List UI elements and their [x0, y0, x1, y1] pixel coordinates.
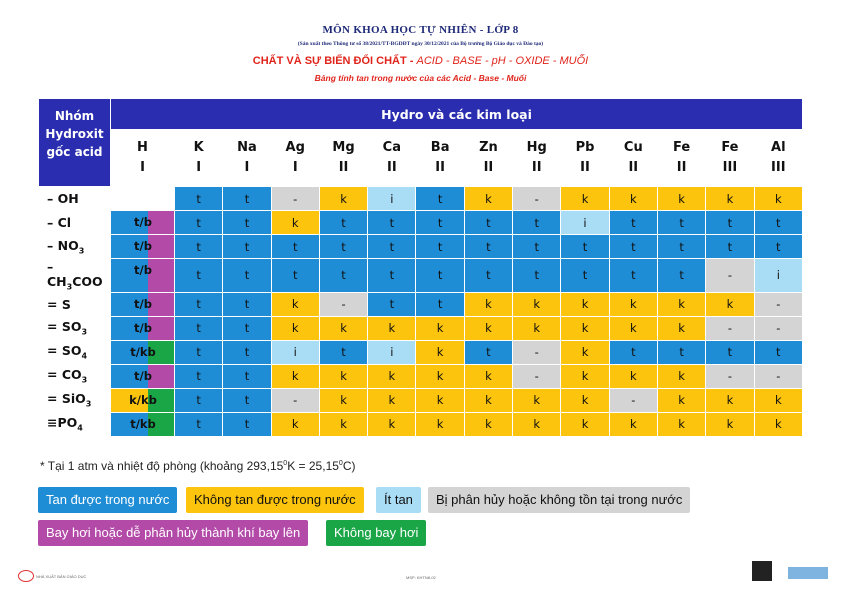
- solubility-cell: -: [706, 259, 754, 293]
- solubility-cell: t: [223, 412, 271, 436]
- radical-subscript: 3: [85, 399, 92, 409]
- solubility-cell: t: [513, 259, 561, 293]
- group-header: Hydro và các kim loại: [111, 99, 803, 130]
- solubility-cell: -: [706, 316, 754, 340]
- radical-prefix: = S: [47, 296, 71, 312]
- legend-slightly-soluble: Ít tan: [376, 487, 421, 513]
- metal-valence: II: [676, 160, 687, 175]
- document-subtitle: (Sản xuất theo Thông tư số 38/2021/TT-BGDĐT ngày 30/12/2021 của Bộ trưởng Bộ Giáo dục và Đào tạo): [297, 41, 544, 47]
- solubility-cell: t: [416, 235, 464, 259]
- metal-symbol: Ba: [430, 140, 450, 155]
- solubility-table: [38, 98, 803, 437]
- metal-valence: I: [140, 160, 145, 175]
- legend-volatile: Bay hơi hoặc dễ phân hủy thành khí bay lên: [38, 520, 308, 546]
- solubility-cell: t: [175, 235, 223, 259]
- solubility-cell: t: [561, 235, 609, 259]
- table-row: [39, 211, 803, 235]
- table-row: [39, 412, 803, 436]
- qr-code-icon: [752, 561, 772, 581]
- metal-symbol: H: [137, 140, 148, 155]
- solubility-cell: t: [657, 211, 705, 235]
- solubility-cell: k: [657, 364, 705, 388]
- hydrogen-cell: [111, 292, 175, 316]
- solubility-cell: t: [513, 211, 561, 235]
- solubility-cell: i: [561, 211, 609, 235]
- solubility-cell: k: [513, 388, 561, 412]
- radical-prefix: ≡PO: [47, 415, 78, 431]
- solubility-cell: t: [464, 211, 512, 235]
- solubility-cell: t: [464, 235, 512, 259]
- solubility-cell: t: [319, 211, 367, 235]
- solubility-cell: t: [657, 259, 705, 293]
- solubility-cell: k: [609, 316, 657, 340]
- hydrogen-cell-text: t/b: [134, 320, 152, 335]
- solubility-cell: k: [657, 412, 705, 436]
- solubility-cell: i: [271, 340, 319, 364]
- metal-header: [657, 130, 705, 187]
- metal-valence: II: [531, 160, 542, 175]
- solubility-cell: k: [271, 412, 319, 436]
- solubility-cell: -: [271, 388, 319, 412]
- solubility-cell: t: [319, 340, 367, 364]
- radical-prefix: – CH: [47, 259, 67, 289]
- metal-valence: III: [722, 160, 738, 175]
- metal-header: [609, 130, 657, 187]
- document-title: MÔN KHOA HỌC TỰ NHIÊN - LỚP 8: [322, 24, 519, 36]
- solubility-cell: t: [368, 211, 416, 235]
- legend-decomposes: Bị phân hủy hoặc không tồn tại trong nước: [428, 487, 690, 513]
- metal-header: [561, 130, 609, 187]
- solubility-cell: k: [319, 187, 367, 211]
- metal-symbol: Na: [237, 140, 257, 155]
- solubility-cell: -: [513, 187, 561, 211]
- metal-valence: II: [628, 160, 639, 175]
- solubility-cell: t: [416, 292, 464, 316]
- radical-label: [39, 388, 111, 412]
- solubility-cell: t: [223, 364, 271, 388]
- radical-prefix: – Cl: [47, 215, 72, 230]
- radical-subscript: 4: [81, 351, 88, 361]
- solubility-cell: k: [609, 364, 657, 388]
- metal-valence: I: [292, 160, 298, 175]
- topic-italic: ACID - BASE - pH - OXIDE - MUỐI: [416, 55, 589, 67]
- solubility-cell: k: [368, 364, 416, 388]
- table-row: [39, 187, 803, 211]
- solubility-cell: k: [319, 412, 367, 436]
- solubility-cell: t: [368, 235, 416, 259]
- solubility-cell: -: [609, 388, 657, 412]
- solubility-cell: k: [609, 412, 657, 436]
- hydrogen-cell-text: t/kb: [130, 416, 156, 431]
- metal-header: [223, 130, 271, 187]
- metal-symbol: Cu: [623, 140, 643, 155]
- solubility-cell: k: [561, 340, 609, 364]
- legend-insoluble: Không tan được trong nước: [186, 487, 364, 513]
- certification-logos-icon: [788, 567, 828, 579]
- table-row: [39, 292, 803, 316]
- solubility-cell: k: [754, 412, 802, 436]
- solubility-cell: k: [319, 388, 367, 412]
- radical-subscript: 3: [81, 327, 88, 337]
- solubility-cell: i: [368, 340, 416, 364]
- solubility-cell: t: [223, 187, 271, 211]
- hydrogen-cell: [111, 316, 175, 340]
- radical-label: [39, 211, 111, 235]
- solubility-cell: k: [464, 292, 512, 316]
- solubility-cell: -: [513, 364, 561, 388]
- solubility-cell: t: [223, 211, 271, 235]
- metal-header: [706, 130, 754, 187]
- solubility-cell: k: [464, 388, 512, 412]
- solubility-cell: k: [657, 316, 705, 340]
- radical-label: [39, 187, 111, 211]
- solubility-cell: t: [223, 316, 271, 340]
- hydrogen-cell-text: t/kb: [130, 344, 156, 359]
- footnote-sup-a: 0: [283, 460, 288, 467]
- metal-header: [175, 130, 223, 187]
- solubility-cell: t: [464, 259, 512, 293]
- metal-header: [754, 130, 802, 187]
- solubility-cell: k: [319, 316, 367, 340]
- metal-valence: II: [580, 160, 590, 175]
- solubility-cell: -: [271, 187, 319, 211]
- hydrogen-cell: [111, 211, 175, 235]
- solubility-cell: k: [416, 364, 464, 388]
- radical-label: [39, 340, 111, 364]
- solubility-cell: k: [368, 412, 416, 436]
- metal-symbol: K: [193, 140, 204, 155]
- hydrogen-cell: [111, 340, 175, 364]
- solubility-cell: t: [754, 235, 802, 259]
- metal-valence: I: [196, 160, 202, 175]
- solubility-cell: -: [513, 340, 561, 364]
- radical-subscript: 3: [81, 375, 88, 385]
- topic-heading: [0, 55, 841, 67]
- radical-prefix: = SO: [47, 319, 82, 335]
- radical-label: [39, 412, 111, 436]
- hydrogen-cell-text: t/b: [134, 215, 152, 229]
- solubility-cell: i: [754, 259, 802, 293]
- solubility-cell: t: [175, 316, 223, 340]
- solubility-cell: t: [416, 187, 464, 211]
- metal-symbol: Zn: [479, 140, 498, 155]
- solubility-cell: k: [561, 412, 609, 436]
- metal-valence: I: [244, 160, 250, 175]
- table-row: [39, 388, 803, 412]
- solubility-cell: -: [754, 364, 802, 388]
- solubility-cell: t: [464, 340, 512, 364]
- solubility-cell: t: [319, 235, 367, 259]
- metal-symbol: Ca: [382, 140, 401, 155]
- solubility-cell: t: [223, 388, 271, 412]
- topic-bold: CHẤT VÀ SỰ BIẾN ĐỔI CHẤT -: [252, 55, 417, 67]
- solubility-cell: k: [271, 364, 319, 388]
- solubility-cell: t: [368, 259, 416, 293]
- metal-header: [319, 130, 367, 187]
- solubility-cell: k: [706, 187, 754, 211]
- radical-label: [39, 316, 111, 340]
- solubility-cell: t: [754, 211, 802, 235]
- table-row: [39, 316, 803, 340]
- table-row: [39, 235, 803, 259]
- legend-non-volatile: Không bay hơi: [326, 520, 426, 546]
- solubility-cell: t: [416, 211, 464, 235]
- solubility-cell: k: [754, 187, 802, 211]
- legend-soluble: Tan được trong nước: [38, 487, 177, 513]
- solubility-cell: k: [416, 388, 464, 412]
- solubility-cell: k: [416, 340, 464, 364]
- metal-valence: III: [771, 160, 786, 175]
- metal-header: [464, 130, 512, 187]
- publisher-name: NHÀ XUẤT BẢN GIÁO DỤC: [36, 574, 87, 579]
- hydrogen-cell: [111, 187, 175, 211]
- metal-symbol: Mg: [332, 140, 355, 155]
- solubility-cell: t: [175, 259, 223, 293]
- solubility-cell: t: [271, 259, 319, 293]
- solubility-cell: k: [706, 292, 754, 316]
- footnote-sup-b: 0: [338, 460, 343, 467]
- solubility-cell: k: [561, 292, 609, 316]
- solubility-cell: k: [513, 412, 561, 436]
- hydrogen-cell-text: t/b: [134, 368, 152, 383]
- solubility-cell: t: [271, 235, 319, 259]
- metal-symbol: Hg: [526, 140, 547, 155]
- solubility-cell: t: [175, 340, 223, 364]
- product-code: MSP: KHTN8-02: [406, 575, 436, 580]
- hydrogen-cell-text: t/b: [134, 239, 152, 253]
- solubility-cell: k: [416, 412, 464, 436]
- table-row: [39, 364, 803, 388]
- solubility-cell: t: [175, 187, 223, 211]
- solubility-cell: t: [609, 235, 657, 259]
- hydrogen-cell: [111, 364, 175, 388]
- solubility-cell: t: [175, 292, 223, 316]
- radical-prefix: – NO: [47, 237, 79, 253]
- solubility-cell: t: [416, 259, 464, 293]
- metal-symbol: Fe: [673, 140, 691, 155]
- solubility-cell: k: [561, 316, 609, 340]
- solubility-cell: k: [368, 388, 416, 412]
- solubility-cell: k: [706, 388, 754, 412]
- solubility-cell: t: [513, 235, 561, 259]
- footnote: [40, 459, 356, 473]
- radical-subscript: 3: [78, 246, 85, 256]
- radical-label: [39, 292, 111, 316]
- solubility-cell: t: [657, 235, 705, 259]
- radical-label: [39, 235, 111, 259]
- table-title: Bảng tính tan trong nước của các Acid - Base - Muối: [314, 73, 527, 83]
- solubility-cell: t: [223, 235, 271, 259]
- solubility-cell: k: [657, 187, 705, 211]
- hydrogen-cell-text: k/kb: [129, 392, 157, 407]
- solubility-cell: k: [464, 316, 512, 340]
- solubility-cell: t: [706, 340, 754, 364]
- table-row: [39, 340, 803, 364]
- radical-prefix: = CO: [47, 367, 82, 383]
- radical-label: [39, 259, 111, 293]
- metal-header: [368, 130, 416, 187]
- table-row: [39, 259, 803, 293]
- solubility-cell: -: [754, 292, 802, 316]
- solubility-cell: k: [513, 292, 561, 316]
- hydrogen-cell-text: t/b: [134, 263, 152, 277]
- solubility-cell: t: [706, 211, 754, 235]
- solubility-cell: k: [513, 316, 561, 340]
- metal-header: [513, 130, 561, 187]
- footnote-part-a: * Tại 1 atm và nhiệt độ phòng (khoảng 293,15: [40, 459, 284, 473]
- metal-valence: II: [386, 160, 397, 175]
- corner-header: Nhóm Hydroxit gốc acid: [39, 99, 111, 187]
- solubility-cell: t: [223, 292, 271, 316]
- solubility-cell: t: [223, 340, 271, 364]
- solubility-cell: i: [368, 187, 416, 211]
- solubility-cell: t: [657, 340, 705, 364]
- solubility-cell: k: [271, 211, 319, 235]
- solubility-cell: k: [754, 388, 802, 412]
- metal-symbol: Fe: [721, 140, 739, 155]
- radical-prefix: = SO: [47, 343, 82, 359]
- solubility-cell: k: [561, 364, 609, 388]
- radical-label: [39, 364, 111, 388]
- metal-valence: II: [338, 160, 349, 175]
- solubility-cell: k: [464, 187, 512, 211]
- solubility-cell: t: [609, 211, 657, 235]
- solubility-cell: k: [657, 388, 705, 412]
- solubility-cell: t: [319, 259, 367, 293]
- radical-subscript: 3: [66, 282, 73, 292]
- radical-subscript: 4: [77, 423, 83, 433]
- metal-symbol: Al: [771, 140, 786, 155]
- solubility-cell: k: [561, 388, 609, 412]
- solubility-cell: t: [368, 292, 416, 316]
- publisher-logo-icon: [18, 570, 34, 582]
- solubility-cell: -: [754, 316, 802, 340]
- hydrogen-cell: [111, 412, 175, 436]
- solubility-cell: t: [609, 259, 657, 293]
- solubility-cell: t: [223, 259, 271, 293]
- solubility-cell: k: [271, 292, 319, 316]
- solubility-cell: k: [561, 187, 609, 211]
- solubility-cell: k: [416, 316, 464, 340]
- radical-prefix: = SiO: [47, 391, 86, 407]
- solubility-cell: k: [706, 412, 754, 436]
- footnote-part-c: C): [342, 459, 356, 473]
- solubility-cell: k: [609, 187, 657, 211]
- metal-header: [416, 130, 464, 187]
- metal-symbol: Ag: [285, 140, 305, 155]
- solubility-cell: t: [706, 235, 754, 259]
- solubility-cell: k: [464, 412, 512, 436]
- solubility-cell: k: [609, 292, 657, 316]
- solubility-cell: t: [175, 364, 223, 388]
- solubility-cell: k: [657, 292, 705, 316]
- solubility-cell: t: [609, 340, 657, 364]
- metal-header: [111, 130, 175, 187]
- solubility-cell: k: [464, 364, 512, 388]
- solubility-cell: t: [175, 412, 223, 436]
- solubility-cell: t: [754, 340, 802, 364]
- solubility-cell: -: [706, 364, 754, 388]
- metal-valence: II: [483, 160, 494, 175]
- radical-prefix: – OH: [47, 191, 79, 206]
- solubility-cell: k: [368, 316, 416, 340]
- solubility-cell: t: [175, 211, 223, 235]
- solubility-cell: k: [319, 364, 367, 388]
- metal-valence: II: [435, 160, 445, 175]
- hydrogen-cell-text: t/b: [134, 296, 152, 311]
- footnote-part-b: K = 25,15: [287, 459, 339, 473]
- metal-symbol: Pb: [575, 140, 595, 155]
- hydrogen-cell: [111, 388, 175, 412]
- hydrogen-cell: [111, 235, 175, 259]
- hydrogen-cell: [111, 259, 175, 293]
- solubility-cell: t: [561, 259, 609, 293]
- solubility-cell: k: [271, 316, 319, 340]
- solubility-cell: -: [319, 292, 367, 316]
- radical-suffix: COO: [72, 274, 103, 289]
- solubility-cell: t: [175, 388, 223, 412]
- metal-header: [271, 130, 319, 187]
